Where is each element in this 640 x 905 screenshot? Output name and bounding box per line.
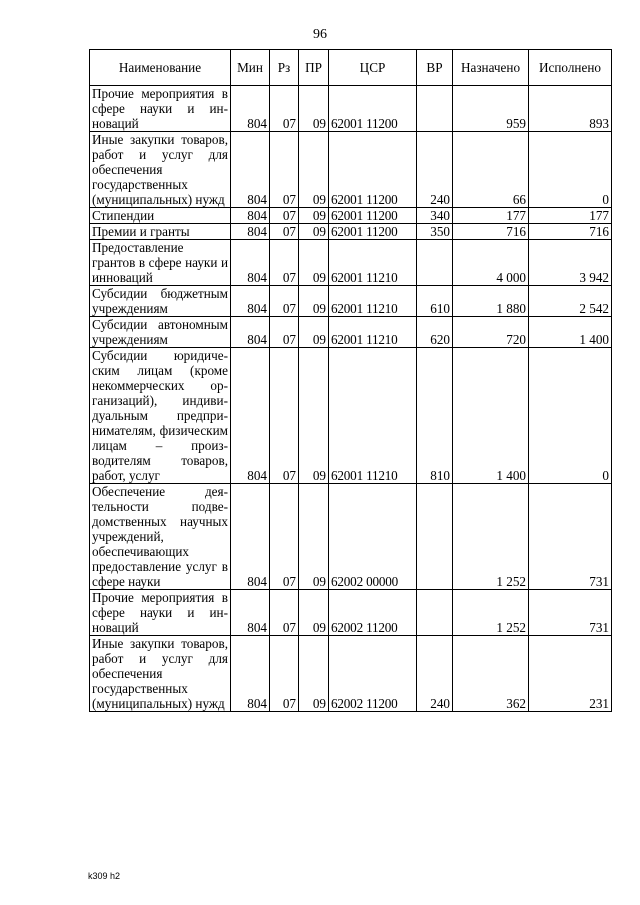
cell-rz: 07 xyxy=(270,132,299,208)
table-row xyxy=(90,317,612,348)
cell-min: 804 xyxy=(231,317,270,348)
cell-executed: 2 542 xyxy=(529,286,612,317)
header-assigned: Назначено xyxy=(453,50,529,86)
cell-pr: 09 xyxy=(299,484,329,590)
table-header-row xyxy=(90,50,612,86)
cell-csr: 62002 11200 xyxy=(329,590,417,636)
table-row xyxy=(90,86,612,132)
cell-name: Предоставление грантов в сфере науки и инноваций xyxy=(90,240,231,286)
cell-name: Обеспечение деятельности подведомственных научных учреждений, обеспечивающих предоставление услуг в сфере науки xyxy=(90,484,231,590)
cell-min: 804 xyxy=(231,484,270,590)
cell-name: Премии и гранты xyxy=(90,224,231,240)
cell-name: Иные закупки товаров, работ и услуг для обеспечения государственных (муниципальных) нужд xyxy=(90,132,231,208)
cell-assigned: 959 xyxy=(453,86,529,132)
cell-pr: 09 xyxy=(299,208,329,224)
header-executed: Исполнено xyxy=(529,50,612,86)
cell-vr xyxy=(417,590,453,636)
cell-executed: 0 xyxy=(529,348,612,484)
cell-assigned: 1 400 xyxy=(453,348,529,484)
cell-vr: 340 xyxy=(417,208,453,224)
cell-assigned: 1 252 xyxy=(453,484,529,590)
cell-pr: 09 xyxy=(299,317,329,348)
cell-pr: 09 xyxy=(299,132,329,208)
cell-assigned: 177 xyxy=(453,208,529,224)
cell-min: 804 xyxy=(231,224,270,240)
cell-executed: 716 xyxy=(529,224,612,240)
header-csr: ЦСР xyxy=(329,50,417,86)
cell-min: 804 xyxy=(231,86,270,132)
cell-pr: 09 xyxy=(299,590,329,636)
cell-assigned: 1 252 xyxy=(453,590,529,636)
cell-pr: 09 xyxy=(299,636,329,712)
cell-min: 804 xyxy=(231,208,270,224)
cell-csr: 62001 11200 xyxy=(329,132,417,208)
cell-vr: 610 xyxy=(417,286,453,317)
cell-vr xyxy=(417,86,453,132)
cell-csr: 62001 11200 xyxy=(329,86,417,132)
cell-rz: 07 xyxy=(270,86,299,132)
cell-rz: 07 xyxy=(270,224,299,240)
cell-executed: 731 xyxy=(529,484,612,590)
page-number: 96 xyxy=(313,27,327,42)
cell-executed: 231 xyxy=(529,636,612,712)
cell-csr: 62001 11210 xyxy=(329,317,417,348)
cell-min: 804 xyxy=(231,348,270,484)
cell-rz: 07 xyxy=(270,348,299,484)
table-body xyxy=(90,86,612,712)
cell-vr: 240 xyxy=(417,132,453,208)
cell-min: 804 xyxy=(231,240,270,286)
cell-assigned: 716 xyxy=(453,224,529,240)
cell-min: 804 xyxy=(231,636,270,712)
cell-assigned: 362 xyxy=(453,636,529,712)
cell-executed: 177 xyxy=(529,208,612,224)
budget-table xyxy=(89,49,612,712)
cell-rz: 07 xyxy=(270,636,299,712)
cell-vr: 240 xyxy=(417,636,453,712)
cell-rz: 07 xyxy=(270,240,299,286)
cell-min: 804 xyxy=(231,132,270,208)
cell-name: Прочие мероприятия в сфере науки и инноваций xyxy=(90,590,231,636)
cell-csr: 62002 00000 xyxy=(329,484,417,590)
cell-executed: 1 400 xyxy=(529,317,612,348)
cell-name: Стипендии xyxy=(90,208,231,224)
table-row xyxy=(90,240,612,286)
cell-assigned: 4 000 xyxy=(453,240,529,286)
cell-pr: 09 xyxy=(299,240,329,286)
header-pr: ПР xyxy=(299,50,329,86)
footer-code: k309 h2 xyxy=(88,871,121,881)
table-row xyxy=(90,348,612,484)
cell-csr: 62001 11210 xyxy=(329,240,417,286)
cell-assigned: 66 xyxy=(453,132,529,208)
table-row xyxy=(90,636,612,712)
header-vr: ВР xyxy=(417,50,453,86)
cell-csr: 62001 11200 xyxy=(329,224,417,240)
cell-name: Субсидии автономным учреждениям xyxy=(90,317,231,348)
cell-csr: 62001 11210 xyxy=(329,348,417,484)
cell-name: Прочие мероприятия в сфере науки и инноваций xyxy=(90,86,231,132)
header-min: Мин xyxy=(231,50,270,86)
cell-rz: 07 xyxy=(270,484,299,590)
cell-name: Иные закупки товаров, работ и услуг для обеспечения государственных (муниципальных) нужд xyxy=(90,636,231,712)
header-name: Наименование xyxy=(90,50,231,86)
cell-executed: 3 942 xyxy=(529,240,612,286)
table-row xyxy=(90,590,612,636)
cell-csr: 62001 11210 xyxy=(329,286,417,317)
cell-csr: 62002 11200 xyxy=(329,636,417,712)
cell-executed: 731 xyxy=(529,590,612,636)
cell-min: 804 xyxy=(231,286,270,317)
cell-name: Субсидии бюджетным учреждениям xyxy=(90,286,231,317)
cell-rz: 07 xyxy=(270,286,299,317)
table-row xyxy=(90,208,612,224)
header-rz: Рз xyxy=(270,50,299,86)
cell-assigned: 720 xyxy=(453,317,529,348)
cell-vr xyxy=(417,240,453,286)
table-row xyxy=(90,224,612,240)
cell-pr: 09 xyxy=(299,348,329,484)
cell-pr: 09 xyxy=(299,86,329,132)
cell-csr: 62001 11200 xyxy=(329,208,417,224)
cell-executed: 893 xyxy=(529,86,612,132)
cell-pr: 09 xyxy=(299,224,329,240)
cell-vr: 350 xyxy=(417,224,453,240)
cell-rz: 07 xyxy=(270,208,299,224)
table-row xyxy=(90,286,612,317)
cell-pr: 09 xyxy=(299,286,329,317)
cell-vr xyxy=(417,484,453,590)
cell-executed: 0 xyxy=(529,132,612,208)
cell-name: Субсидии юридическим лицам (кроме некоммерческих организаций), индивидуальным предпринимателям, физическим лицам – производителям товаров, работ, услуг xyxy=(90,348,231,484)
table-row xyxy=(90,484,612,590)
cell-vr: 810 xyxy=(417,348,453,484)
cell-min: 804 xyxy=(231,590,270,636)
table-row xyxy=(90,132,612,208)
cell-rz: 07 xyxy=(270,590,299,636)
cell-vr: 620 xyxy=(417,317,453,348)
cell-rz: 07 xyxy=(270,317,299,348)
cell-assigned: 1 880 xyxy=(453,286,529,317)
